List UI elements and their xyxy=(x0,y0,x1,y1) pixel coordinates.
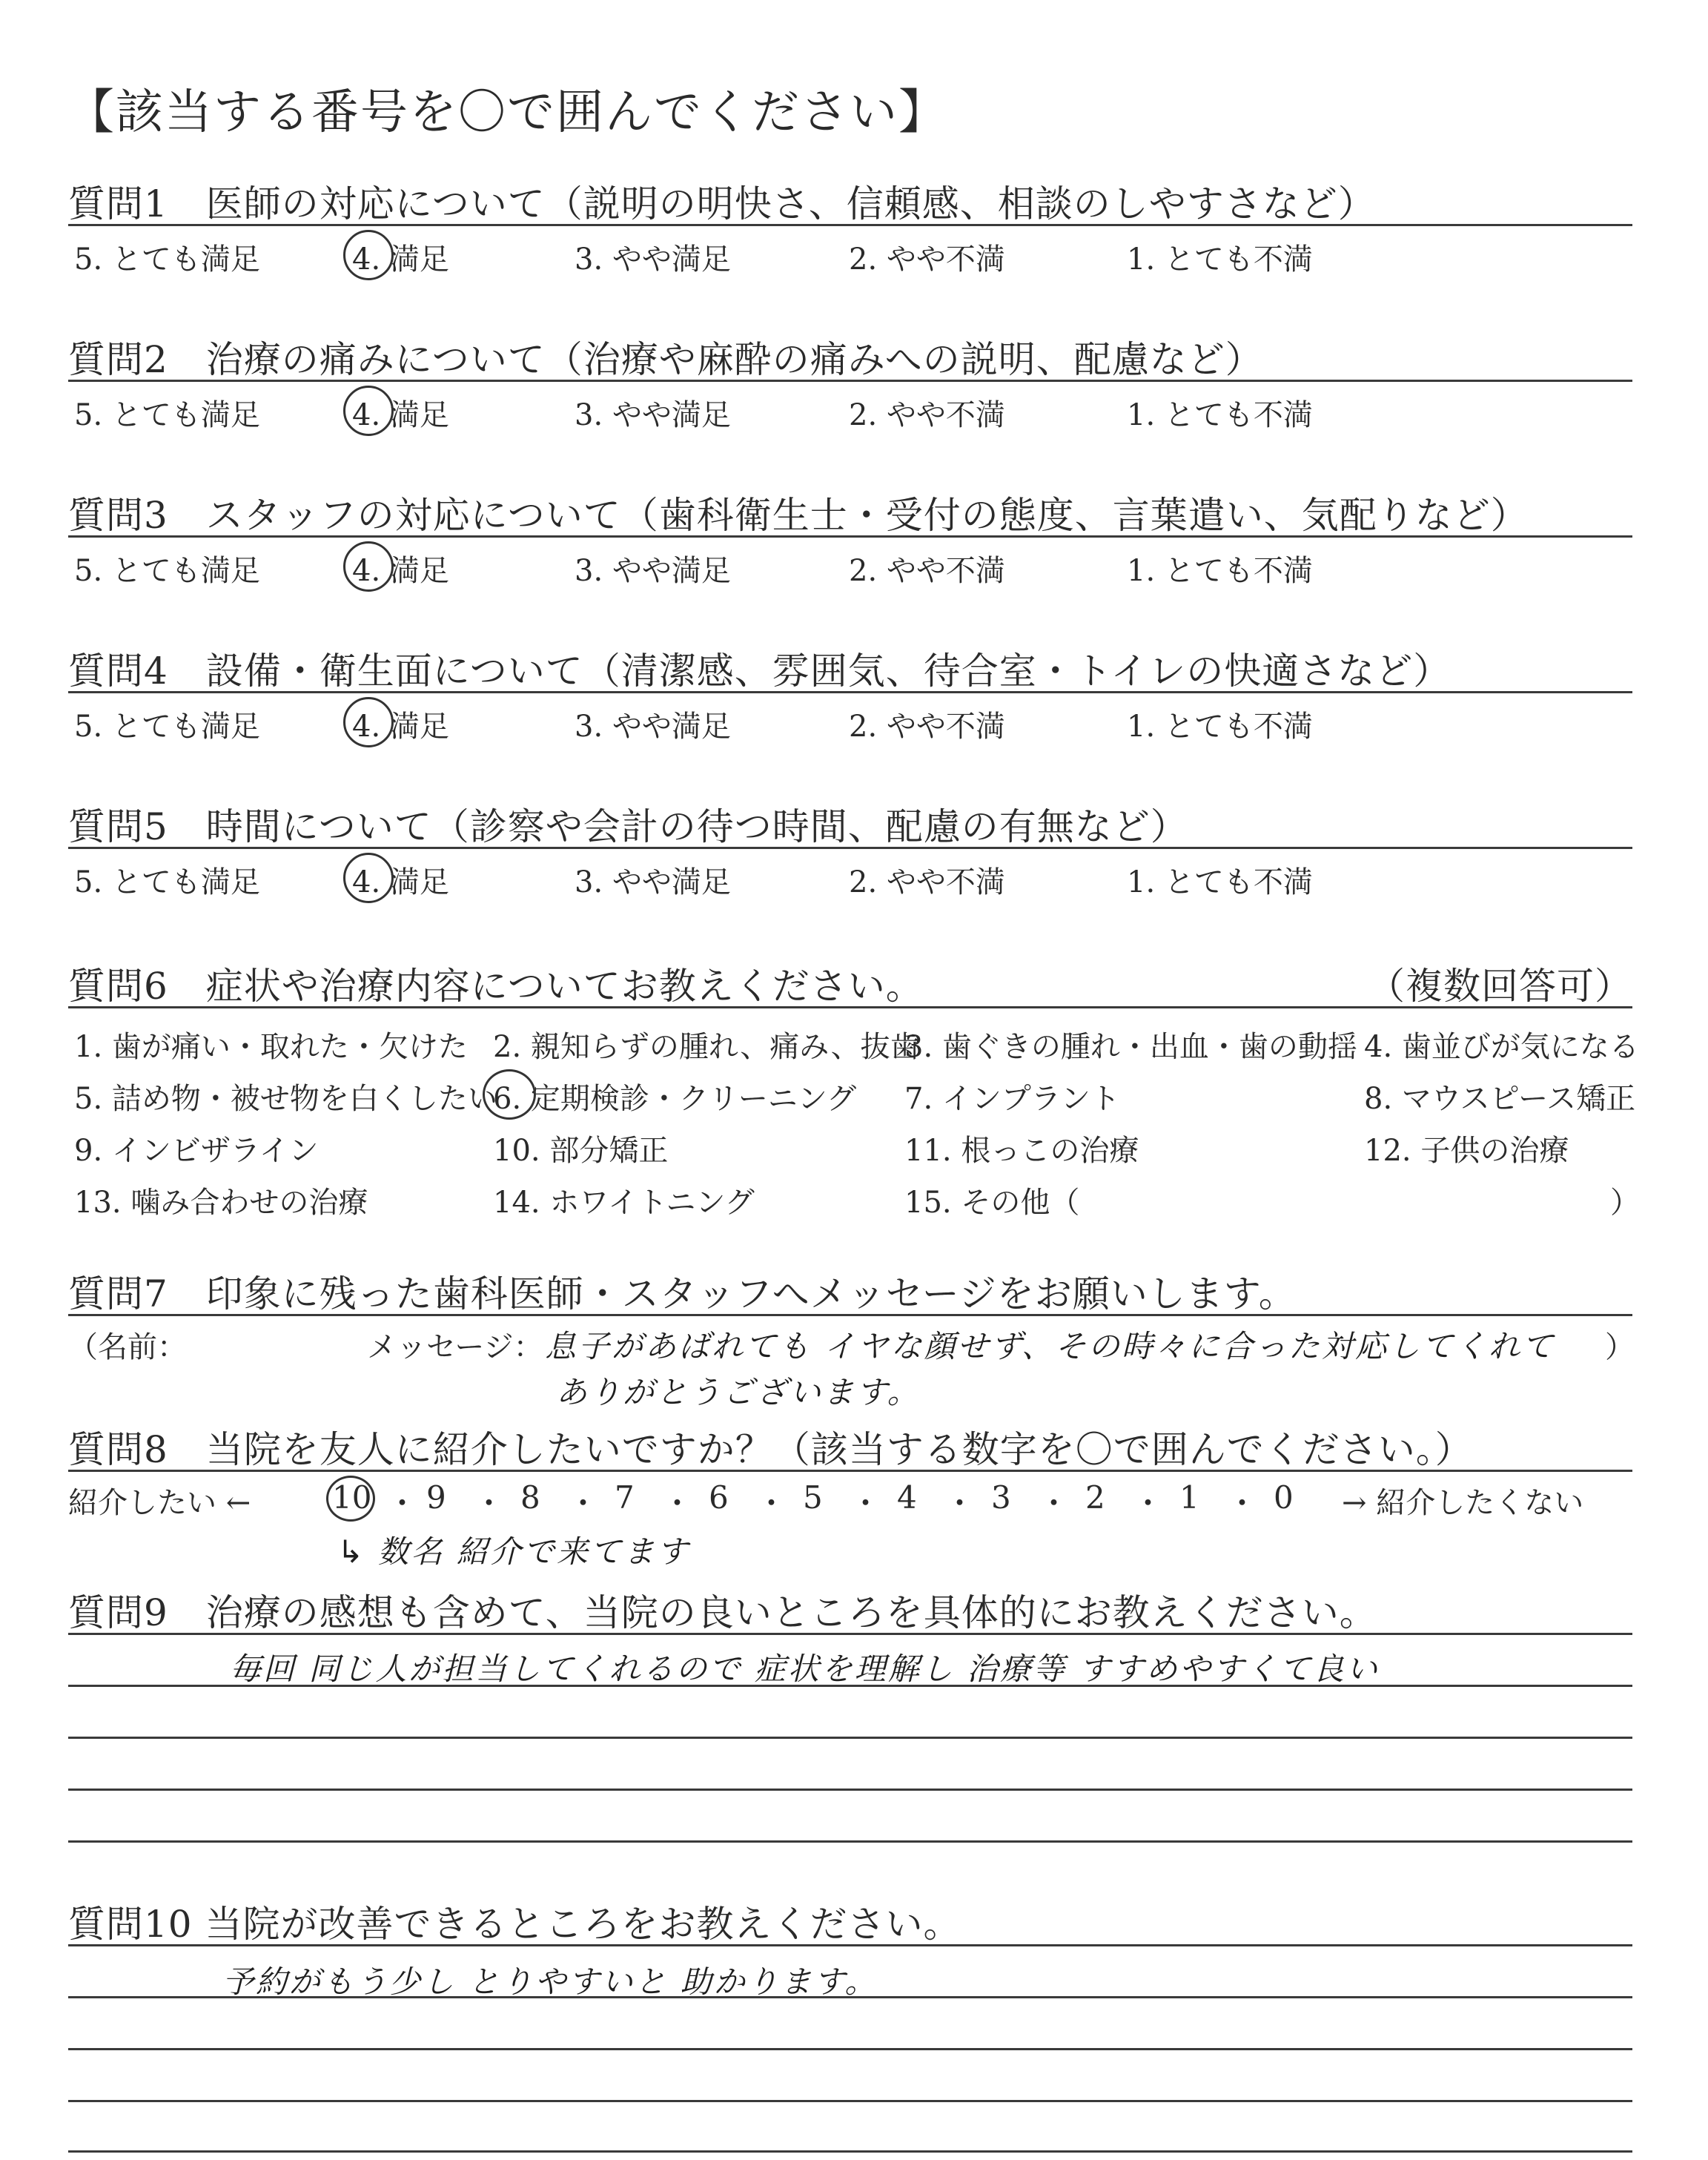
q4-rule xyxy=(68,691,1632,693)
q8-selection-circle-mark xyxy=(326,1476,375,1522)
q8-scale-value[interactable]: 9 xyxy=(426,1479,446,1516)
option-label: 3. やや満足 xyxy=(575,398,731,432)
option-label: 4. 満足 xyxy=(352,398,449,432)
q10-title: 質問10 当院が改善できるところをお教えください。 xyxy=(68,1903,961,1946)
q8-scale-value[interactable]: 6 xyxy=(709,1479,729,1516)
option-label: 4. 満足 xyxy=(352,865,449,899)
q6-option[interactable]: 7. インプラント xyxy=(904,1082,1120,1116)
q8-scale-separator: ・ xyxy=(850,1485,881,1522)
q9-rule-2 xyxy=(68,1685,1632,1687)
selection-circle-mark xyxy=(343,853,394,903)
q5-option[interactable] xyxy=(575,859,731,901)
option-label: 5. とても満足 xyxy=(74,398,260,432)
q2-option[interactable] xyxy=(849,392,1005,434)
selection-circle-mark xyxy=(343,697,394,747)
option-label: 3. やや満足 xyxy=(575,710,731,744)
q7-name-label: （名前： xyxy=(68,1330,187,1364)
q8-scale-separator: ・ xyxy=(1226,1485,1258,1522)
q2-option[interactable] xyxy=(1127,392,1313,434)
q3-title: 質問3 スタッフの対応について（歯科衛生士・受付の態度、言葉遣い、気配りなど） xyxy=(68,494,1529,537)
option-label: 4. 満足 xyxy=(352,710,449,744)
option-label: 2. やや不満 xyxy=(849,398,1005,432)
q8-scale-separator: ・ xyxy=(567,1485,599,1522)
q5-option[interactable] xyxy=(1127,859,1313,901)
option-label: 1. とても不満 xyxy=(1127,242,1313,277)
q8-scale-separator: ・ xyxy=(386,1485,418,1522)
q6-selection-circle-mark xyxy=(483,1069,536,1120)
q6-option[interactable]: 5. 詰め物・被せ物を白くしたい xyxy=(74,1082,497,1116)
q6-option[interactable]: 13. 噛み合わせの治療 xyxy=(74,1186,368,1220)
q9-rule-5 xyxy=(68,1840,1632,1843)
q10-rule-3 xyxy=(68,2048,1632,2050)
q7-close-paren: ） xyxy=(1605,1330,1635,1364)
q9-rule-3 xyxy=(68,1737,1632,1739)
q3-option[interactable] xyxy=(849,547,1005,589)
q8-scale-separator: ・ xyxy=(755,1485,787,1522)
option-label: 5. とても満足 xyxy=(74,554,260,588)
q8-left-label: 紹介したい ← xyxy=(68,1486,251,1520)
q6-title: 質問6 症状や治療内容についてお教えください。 xyxy=(68,965,924,1008)
q5-rule xyxy=(68,847,1632,849)
q6-option[interactable]: 11. 根っこの治療 xyxy=(904,1134,1139,1168)
q6-option[interactable]: 15. その他（ xyxy=(904,1186,1080,1220)
q6-option[interactable]: 12. 子供の治療 xyxy=(1364,1134,1569,1168)
q10-rule-5 xyxy=(68,2150,1632,2153)
q5-option[interactable] xyxy=(74,859,260,901)
q6-option[interactable]: 6. 定期検診・クリーニング xyxy=(493,1082,857,1116)
q8-scale-value[interactable]: 5 xyxy=(803,1479,823,1516)
q7-title: 質問7 印象に残った歯科医師・スタッフへメッセージをお願いします。 xyxy=(68,1272,1297,1315)
q8-scale-value[interactable]: 4 xyxy=(897,1479,917,1516)
q3-option[interactable] xyxy=(575,547,731,589)
q8-scale-value[interactable]: 3 xyxy=(991,1479,1011,1516)
q3-option[interactable] xyxy=(1127,547,1313,589)
option-label: 1. とても不満 xyxy=(1127,710,1313,744)
q3-rule xyxy=(68,535,1632,538)
q8-scale-value[interactable]: 10 xyxy=(332,1479,372,1516)
option-label: 2. やや不満 xyxy=(849,242,1005,277)
option-label: 1. とても不満 xyxy=(1127,865,1313,899)
q1-title: 質問1 医師の対応について（説明の明快さ、信頼感、相談のしやすさなど） xyxy=(68,182,1376,225)
q8-scale-separator: ・ xyxy=(661,1485,693,1522)
option-label: 3. やや満足 xyxy=(575,242,731,277)
q4-title: 質問4 設備・衛生面について（清潔感、雰囲気、待合室・トイレの快適さなど） xyxy=(68,650,1452,693)
q1-option[interactable] xyxy=(575,236,731,278)
q1-option[interactable] xyxy=(352,236,449,278)
q7-message-label: メッセージ： xyxy=(367,1330,543,1364)
q6-option[interactable]: 8. マウスピース矯正 xyxy=(1364,1082,1636,1116)
q10-rule-1 xyxy=(68,1944,1632,1946)
selection-circle-mark xyxy=(343,541,394,592)
q8-title: 質問8 当院を友人に紹介したいですか？（該当する数字を〇で囲んでください。） xyxy=(68,1428,1473,1471)
q10-answer: 予約がもう少し とりやすいと 助かります。 xyxy=(222,1964,878,2000)
q8-scale-value[interactable]: 1 xyxy=(1179,1479,1199,1516)
q6-option[interactable]: 3. 歯ぐきの腫れ・出血・歯の動揺 xyxy=(904,1030,1357,1064)
q9-title: 質問9 治療の感想も含めて、当院の良いところを具体的にお教えください。 xyxy=(68,1591,1377,1634)
q6-rule xyxy=(68,1006,1632,1008)
q6-option[interactable]: 14. ホワイトニング xyxy=(493,1186,755,1220)
q2-option[interactable] xyxy=(74,392,260,434)
q2-option[interactable] xyxy=(352,392,449,434)
q2-rule xyxy=(68,380,1632,382)
q8-scale-separator: ・ xyxy=(944,1485,976,1522)
q6-option[interactable]: 9. インビザライン xyxy=(74,1134,319,1168)
q6-multiple-note: （複数回答可） xyxy=(1368,965,1632,1008)
q8-scale-value[interactable]: 2 xyxy=(1085,1479,1105,1516)
option-label: 5. とても満足 xyxy=(74,242,260,277)
q1-option[interactable] xyxy=(849,236,1005,278)
q8-scale-value[interactable]: 0 xyxy=(1274,1479,1294,1516)
selection-circle-mark xyxy=(343,386,394,436)
q8-scale-separator: ・ xyxy=(1038,1485,1070,1522)
q9-rule-1 xyxy=(68,1633,1632,1635)
q3-option[interactable] xyxy=(352,547,449,589)
q4-option[interactable] xyxy=(849,703,1005,745)
q8-scale-separator: ・ xyxy=(473,1485,505,1522)
q9-rule-4 xyxy=(68,1789,1632,1791)
option-label: 5. とても満足 xyxy=(74,710,260,744)
q10-rule-2 xyxy=(68,1996,1632,1998)
option-label: 1. とても不満 xyxy=(1127,398,1313,432)
q8-handwritten-note: ↳ 数名 紹介で来てます xyxy=(337,1533,690,1570)
q4-option[interactable] xyxy=(1127,703,1313,745)
option-label: 4. 満足 xyxy=(352,242,449,277)
option-label: 1. とても不満 xyxy=(1127,554,1313,588)
q2-title: 質問2 治療の痛みについて（治療や麻酔の痛みへの説明、配慮など） xyxy=(68,338,1263,381)
q6-option[interactable]: 1. 歯が痛い・取れた・欠けた xyxy=(74,1030,468,1064)
selection-circle-mark xyxy=(343,230,394,280)
q1-rule xyxy=(68,224,1632,226)
q5-option[interactable] xyxy=(352,859,449,901)
q8-rule xyxy=(68,1470,1632,1472)
option-label: 5. とても満足 xyxy=(74,865,260,899)
q9-answer: 毎回 同じ人が担当してくれるので 症状を理解し 治療等 すすめやすくて良い xyxy=(230,1651,1380,1687)
q3-option[interactable] xyxy=(74,547,260,589)
q5-title: 質問5 時間について（診察や会計の待つ時間、配慮の有無など） xyxy=(68,805,1188,848)
form-heading: 【該当する番号を〇で囲んでください】 xyxy=(67,85,947,140)
q7-message-line1: 息子があばれても イヤな顔せず、その時々に合った対応してくれて xyxy=(545,1328,1555,1364)
option-label: 2. やや不満 xyxy=(849,865,1005,899)
q8-scale-value[interactable]: 7 xyxy=(615,1479,635,1516)
q6-option[interactable]: 10. 部分矯正 xyxy=(493,1134,669,1168)
option-label: 2. やや不満 xyxy=(849,710,1005,744)
q6-option[interactable]: 4. 歯並びが気になる xyxy=(1364,1030,1639,1064)
q1-option[interactable] xyxy=(74,236,260,278)
option-label: 2. やや不満 xyxy=(849,554,1005,588)
q8-scale-value[interactable]: 8 xyxy=(520,1479,540,1516)
q10-rule-4 xyxy=(68,2100,1632,2102)
q8-scale-separator: ・ xyxy=(1132,1485,1164,1522)
q7-message-line2: ありがとうございます。 xyxy=(556,1374,921,1410)
q4-option[interactable] xyxy=(575,703,731,745)
q1-option[interactable] xyxy=(1127,236,1313,278)
q4-option[interactable] xyxy=(74,703,260,745)
q6-option[interactable]: ） xyxy=(1610,1186,1640,1220)
q4-option[interactable] xyxy=(352,703,449,745)
q6-option[interactable]: 2. 親知らずの腫れ、痛み、抜歯 xyxy=(493,1030,920,1064)
q2-option[interactable] xyxy=(575,392,731,434)
q8-right-label: → 紹介したくない xyxy=(1342,1486,1584,1520)
option-label: 3. やや満足 xyxy=(575,554,731,588)
q5-option[interactable] xyxy=(849,859,1005,901)
q7-rule xyxy=(68,1314,1632,1316)
option-label: 3. やや満足 xyxy=(575,865,731,899)
option-label: 4. 満足 xyxy=(352,554,449,588)
